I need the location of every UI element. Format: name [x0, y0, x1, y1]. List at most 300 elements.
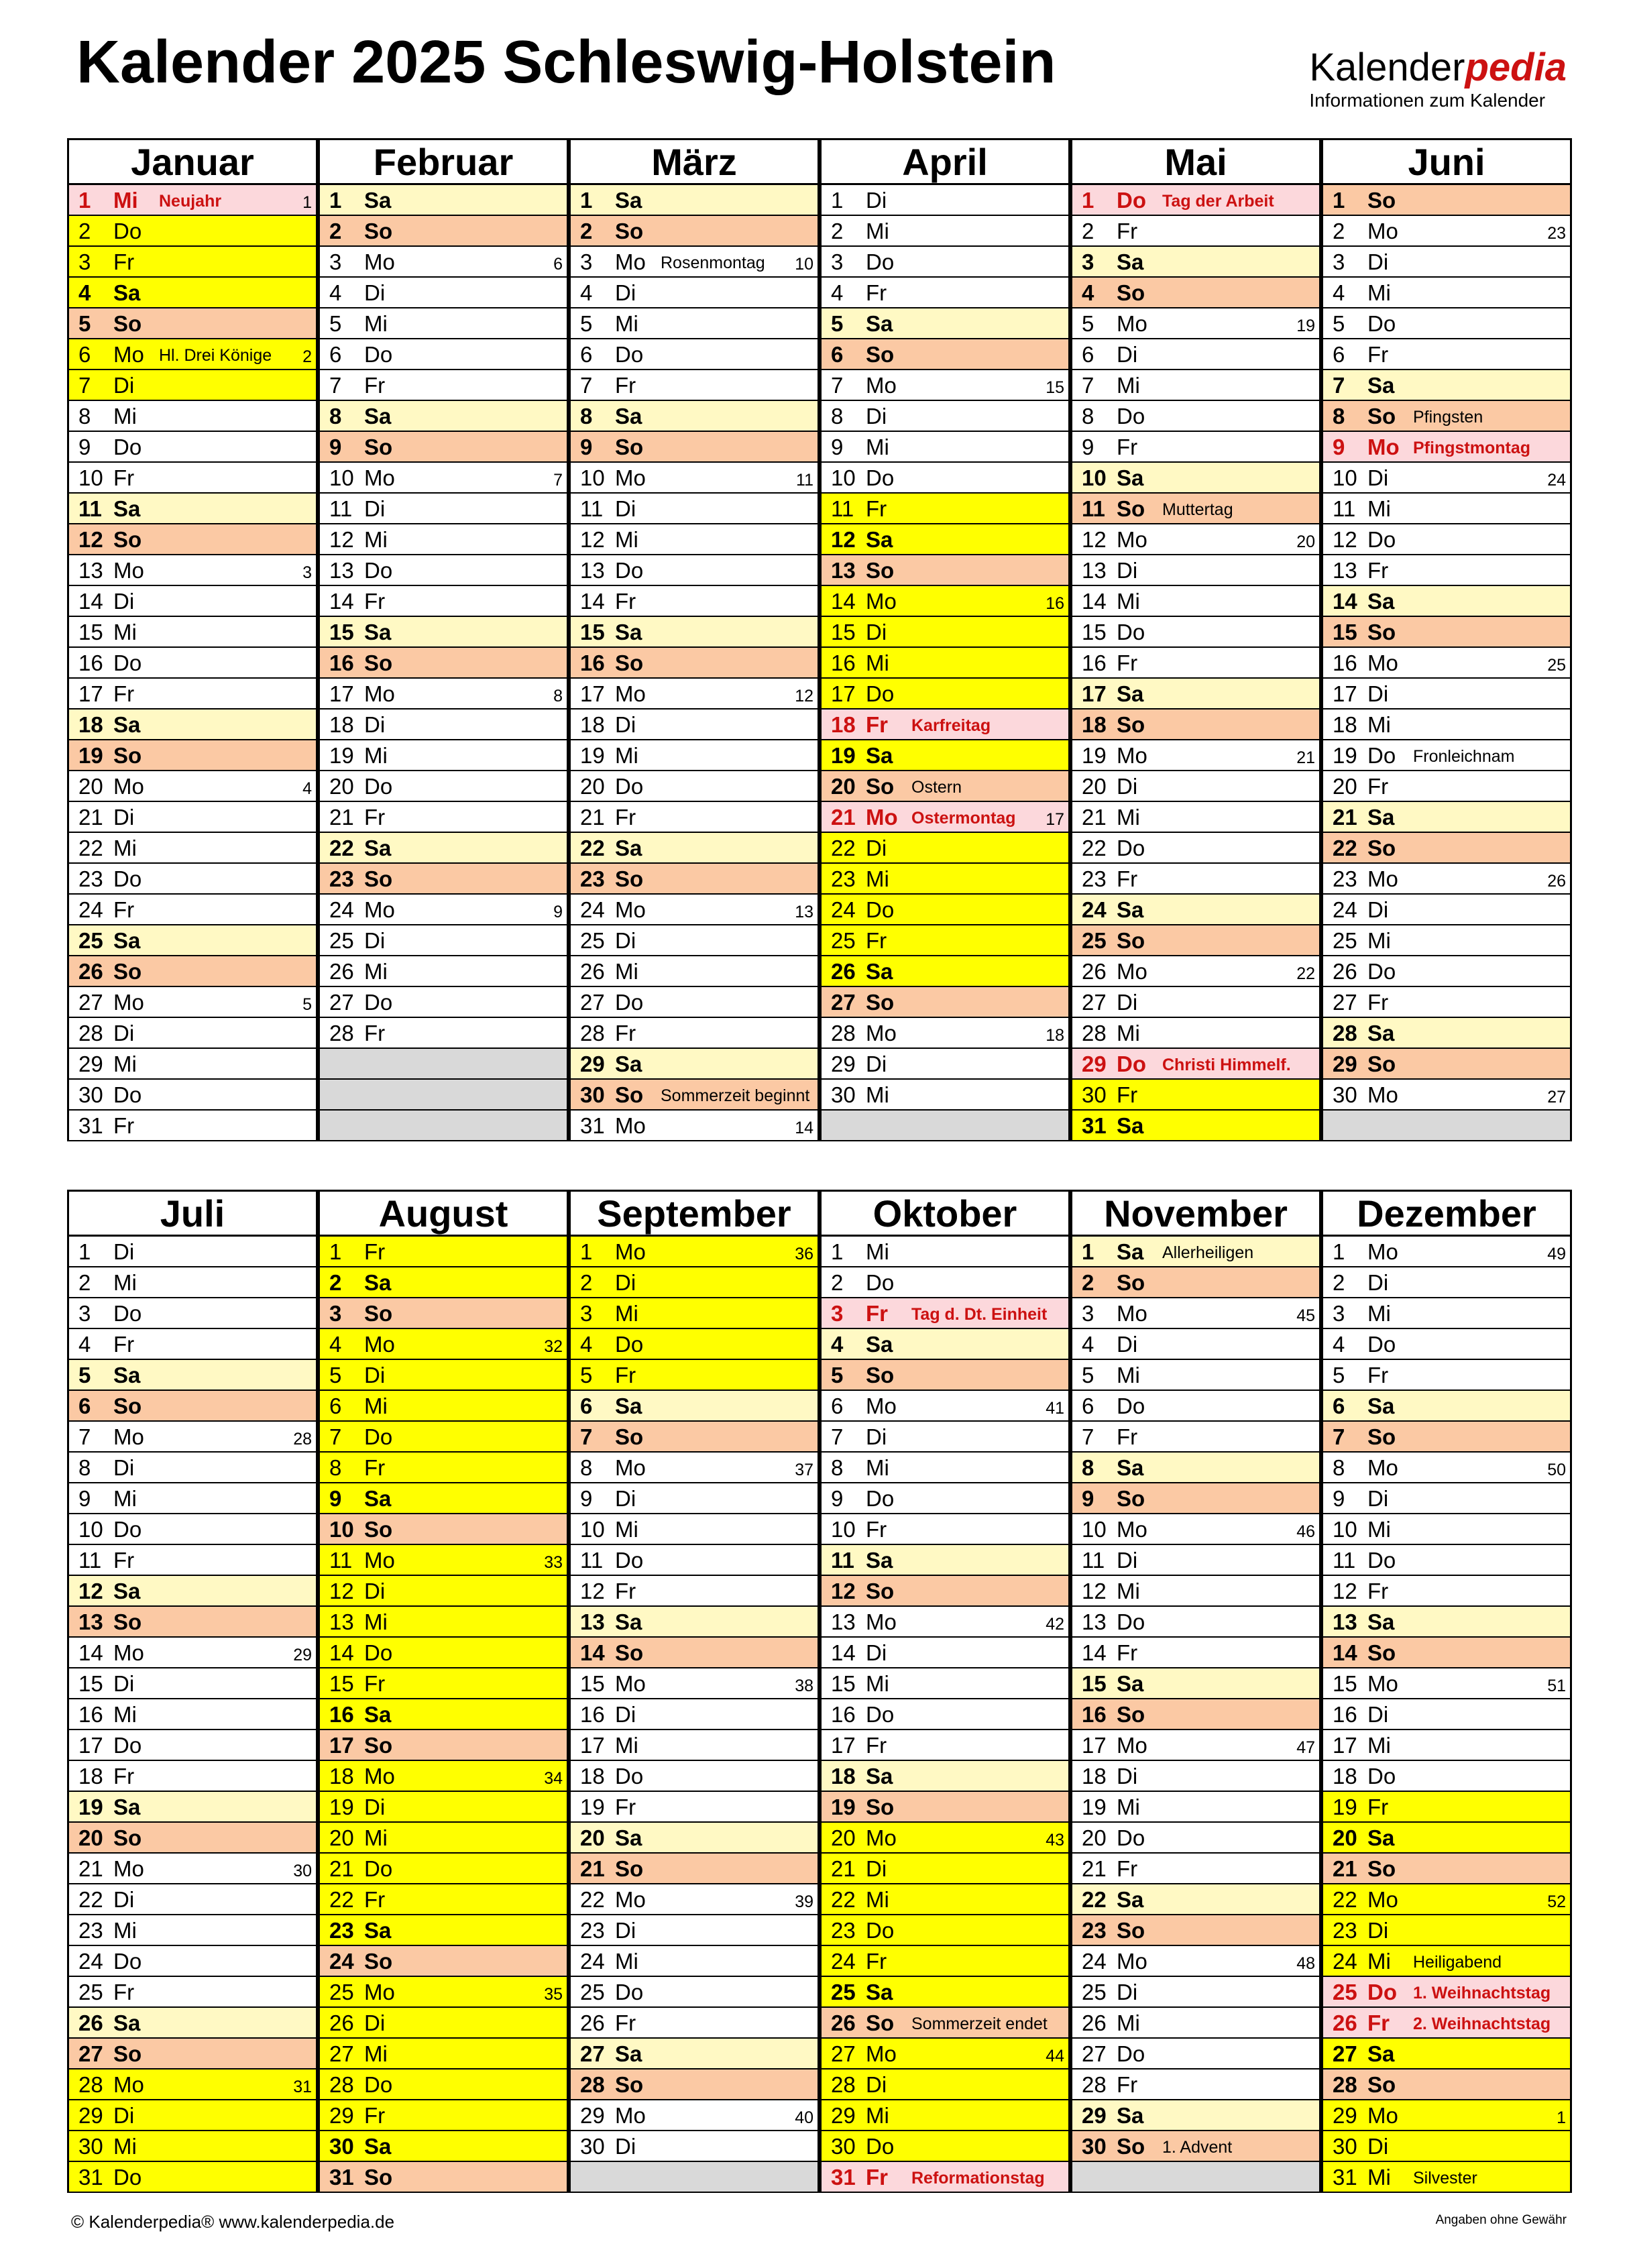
- day-number: 7: [1333, 373, 1345, 398]
- weekday: Fr: [866, 928, 887, 953]
- day-number: 12: [1333, 527, 1357, 552]
- day-number: 25: [580, 1980, 605, 2004]
- weekday: Mi: [866, 1671, 889, 1696]
- weekday: Mi: [1367, 712, 1391, 737]
- day-number: 16: [1333, 650, 1357, 675]
- day-number: 10: [1082, 1517, 1107, 1542]
- day-row: [1070, 586, 1321, 617]
- day-row: [1070, 833, 1321, 864]
- holiday-label: 1. Weihnachtstag: [1413, 1984, 1551, 2002]
- day-row: [318, 1699, 569, 1730]
- day-number: 10: [1333, 1517, 1357, 1542]
- weekday: Mo: [113, 1856, 144, 1881]
- day-number: 11: [831, 1548, 854, 1573]
- day-number: 29: [78, 1052, 103, 1076]
- weekday: Sa: [615, 1394, 642, 1418]
- day-row: [1070, 1329, 1321, 1360]
- weekday: Do: [866, 1702, 895, 1727]
- day-row: [1070, 2131, 1321, 2162]
- week-number: 31: [293, 2078, 312, 2096]
- day-number: 24: [1333, 897, 1357, 922]
- day-number: 5: [78, 311, 91, 336]
- day-number: 8: [1333, 404, 1345, 429]
- day-row: [1321, 1915, 1572, 1946]
- day-number: 1: [580, 1239, 593, 1264]
- day-number: 26: [78, 959, 103, 984]
- day-row: [1321, 1761, 1572, 1792]
- weekday: Mi: [1367, 928, 1391, 953]
- day-number: 2: [329, 219, 342, 243]
- weekday: Mi: [866, 1887, 889, 1912]
- weekday: Mo: [615, 897, 646, 922]
- week-number: 25: [1547, 656, 1566, 675]
- day-row: [820, 308, 1070, 339]
- day-row: [569, 278, 820, 308]
- day-number: 12: [78, 527, 103, 552]
- weekday: Sa: [1117, 897, 1144, 922]
- day-number: 23: [831, 866, 856, 891]
- day-number: 29: [831, 2103, 856, 2128]
- day-number: 22: [329, 1887, 354, 1912]
- weekday: Mo: [1367, 1082, 1398, 1107]
- day-number: 17: [78, 681, 103, 706]
- day-row: [67, 1792, 318, 1823]
- weekday: Mo: [364, 1548, 395, 1573]
- day-number: 7: [580, 1424, 593, 1449]
- day-row: [569, 1329, 820, 1360]
- day-row: [318, 1483, 569, 1514]
- weekday: Fr: [615, 1363, 636, 1387]
- day-number: 23: [329, 1918, 354, 1943]
- day-row: [569, 2069, 820, 2100]
- week-number: 35: [544, 1985, 563, 2004]
- day-row: [1070, 1422, 1321, 1453]
- day-number: 21: [580, 805, 605, 830]
- weekday: Fr: [1117, 866, 1138, 891]
- weekday: Do: [615, 1548, 644, 1573]
- day-row: [569, 1080, 820, 1111]
- day-number: 15: [1333, 620, 1357, 644]
- weekday: Di: [1117, 990, 1138, 1015]
- day-number: 9: [329, 435, 342, 459]
- day-number: 7: [78, 1424, 91, 1449]
- day-number: 21: [831, 805, 856, 830]
- day-number: 18: [831, 1764, 856, 1789]
- day-number: 25: [1333, 928, 1357, 953]
- day-row: [67, 1298, 318, 1329]
- day-number: 29: [1082, 1052, 1107, 1076]
- day-row: [1321, 1329, 1572, 1360]
- day-row: [318, 494, 569, 524]
- day-number: 31: [1082, 1113, 1107, 1138]
- day-number: 5: [580, 1363, 593, 1387]
- day-number: 5: [831, 311, 844, 336]
- weekday: Sa: [1367, 373, 1395, 398]
- day-row: [1070, 1514, 1321, 1545]
- month-header: Juli: [67, 1190, 318, 1237]
- day-row: [318, 617, 569, 648]
- weekday: Mo: [113, 342, 144, 367]
- weekday: Do: [1367, 1332, 1396, 1357]
- day-row: [569, 2008, 820, 2039]
- weekday: Di: [866, 1052, 887, 1076]
- day-number: 22: [1333, 836, 1357, 860]
- day-number: 21: [329, 1856, 354, 1881]
- day-number: 20: [1333, 774, 1357, 799]
- day-row: [318, 1545, 569, 1576]
- weekday: So: [1367, 620, 1396, 644]
- week-number: 41: [1046, 1399, 1064, 1418]
- day-row: [569, 1018, 820, 1049]
- weekday: Di: [364, 1579, 386, 1603]
- day-row: [67, 463, 318, 494]
- day-number: 14: [1082, 589, 1107, 614]
- day-row: [67, 1453, 318, 1483]
- weekday: Do: [615, 1332, 644, 1357]
- day-number: 9: [78, 435, 91, 459]
- weekday: Mi: [866, 650, 889, 675]
- weekday: Mi: [113, 836, 137, 860]
- day-row: [67, 2162, 318, 2193]
- day-row: [1070, 1668, 1321, 1699]
- day-number: 3: [78, 1301, 91, 1326]
- month-header: Juni: [1321, 138, 1572, 185]
- week-number: 32: [544, 1337, 563, 1356]
- day-row: [1321, 370, 1572, 401]
- day-row: [67, 1360, 318, 1391]
- day-number: 30: [329, 2134, 354, 2159]
- day-number: 10: [1082, 465, 1107, 490]
- day-row: [1070, 1915, 1321, 1946]
- weekday: Do: [364, 342, 393, 367]
- weekday: Sa: [1367, 805, 1395, 830]
- day-row: [569, 432, 820, 463]
- weekday: Mi: [615, 959, 638, 984]
- day-number: 11: [78, 496, 102, 521]
- day-number: 21: [1333, 1856, 1357, 1881]
- weekday: Sa: [1117, 465, 1144, 490]
- weekday: So: [615, 2072, 644, 2097]
- weekday: Di: [1367, 465, 1389, 490]
- day-row: [820, 278, 1070, 308]
- day-number: 13: [78, 1609, 103, 1634]
- week-number: 33: [544, 1553, 563, 1572]
- day-row: [318, 2131, 569, 2162]
- day-row: [820, 740, 1070, 771]
- week-number: 2: [302, 347, 312, 366]
- day-row: [820, 1514, 1070, 1545]
- day-row: [569, 1049, 820, 1080]
- day-row: [569, 2039, 820, 2069]
- day-number: 27: [580, 990, 605, 1015]
- day-number: 27: [831, 990, 856, 1015]
- day-row: [1321, 925, 1572, 956]
- weekday: Sa: [866, 527, 893, 552]
- day-number: 7: [329, 373, 342, 398]
- weekday: Mo: [615, 1239, 646, 1264]
- weekday: Di: [615, 280, 636, 305]
- empty-day-cell: [318, 1049, 569, 1080]
- day-row: [1321, 1638, 1572, 1668]
- weekday: Di: [1367, 1702, 1389, 1727]
- day-number: 20: [329, 1825, 354, 1850]
- day-number: 25: [1082, 928, 1107, 953]
- weekday: Sa: [615, 836, 642, 860]
- weekday: Mo: [615, 465, 646, 490]
- day-number: 16: [329, 1702, 354, 1727]
- day-number: 16: [1333, 1702, 1357, 1727]
- weekday: Mo: [364, 1332, 395, 1357]
- day-row: [1321, 1854, 1572, 1884]
- day-row: [569, 833, 820, 864]
- weekday: Sa: [1117, 1455, 1144, 1480]
- day-number: 6: [329, 1394, 342, 1418]
- day-row: [318, 463, 569, 494]
- day-row: [67, 278, 318, 308]
- weekday: Do: [615, 1980, 644, 2004]
- day-row: [1070, 1111, 1321, 1141]
- day-row: [67, 1638, 318, 1668]
- day-number: 4: [831, 1332, 844, 1357]
- weekday: Mo: [364, 897, 395, 922]
- weekday: Mo: [615, 1455, 646, 1480]
- day-row: [569, 1576, 820, 1607]
- day-row: [318, 1854, 569, 1884]
- day-row: [67, 1329, 318, 1360]
- day-number: 10: [1333, 465, 1357, 490]
- day-row: [1321, 2131, 1572, 2162]
- weekday: Sa: [866, 311, 893, 336]
- weekday: Sa: [113, 2010, 141, 2035]
- weekday: Do: [364, 1640, 393, 1665]
- day-row: [1321, 586, 1572, 617]
- weekday: Fr: [615, 1579, 636, 1603]
- weekday: So: [866, 2010, 895, 2035]
- day-number: 1: [831, 1239, 844, 1264]
- month-header: September: [569, 1190, 820, 1237]
- weekday: Fr: [113, 1113, 135, 1138]
- day-number: 28: [1333, 1021, 1357, 1045]
- day-number: 29: [580, 1052, 605, 1076]
- day-row: [67, 956, 318, 987]
- day-row: [1070, 1730, 1321, 1761]
- day-row: [318, 555, 569, 586]
- empty-day-cell: [1070, 2162, 1321, 2193]
- day-row: [820, 679, 1070, 710]
- day-number: 5: [831, 1363, 844, 1387]
- day-row: [1070, 710, 1321, 740]
- weekday: Do: [866, 1918, 895, 1943]
- day-row: [1321, 864, 1572, 895]
- day-number: 18: [329, 712, 354, 737]
- day-number: 4: [1082, 1332, 1094, 1357]
- day-number: 15: [831, 620, 856, 644]
- weekday: Di: [866, 404, 887, 429]
- footer-copyright: © Kalenderpedia® www.kalenderpedia.de: [71, 2212, 395, 2232]
- day-row: [820, 1422, 1070, 1453]
- weekday: Mi: [615, 743, 638, 768]
- day-number: 22: [1333, 1887, 1357, 1912]
- day-row: [569, 1607, 820, 1638]
- weekday: Mi: [615, 1733, 638, 1758]
- day-row: [820, 1267, 1070, 1298]
- week-number: 21: [1296, 748, 1315, 767]
- day-row: [1070, 401, 1321, 432]
- weekday: Mo: [866, 373, 897, 398]
- day-number: 2: [831, 1270, 844, 1295]
- weekday: Mi: [615, 1517, 638, 1542]
- weekday: Fr: [866, 1733, 887, 1758]
- day-number: 9: [580, 435, 593, 459]
- weekday: Di: [364, 712, 386, 737]
- day-row: [318, 185, 569, 216]
- holiday-label: Neujahr: [159, 192, 222, 211]
- weekday: Di: [1367, 1918, 1389, 1943]
- day-number: 11: [1333, 1548, 1356, 1573]
- day-number: 11: [329, 496, 353, 521]
- day-row: [569, 586, 820, 617]
- day-number: 26: [1333, 2010, 1357, 2035]
- weekday: Di: [113, 1239, 135, 1264]
- weekday: Fr: [866, 1301, 888, 1326]
- day-number: 1: [329, 188, 342, 213]
- day-number: 27: [1082, 2041, 1107, 2066]
- weekday: Mo: [1117, 1949, 1147, 1974]
- day-row: [569, 1854, 820, 1884]
- day-number: 20: [78, 1825, 103, 1850]
- day-number: 24: [580, 1949, 605, 1974]
- day-number: 17: [329, 1733, 354, 1758]
- day-row: [318, 1267, 569, 1298]
- weekday: Mo: [866, 2041, 897, 2066]
- day-row: [1321, 1792, 1572, 1823]
- day-number: 5: [329, 1363, 342, 1387]
- day-row: [820, 1699, 1070, 1730]
- weekday: Fr: [866, 1949, 887, 1974]
- day-row: [1321, 463, 1572, 494]
- weekday: Do: [113, 650, 142, 675]
- weekday: Sa: [364, 1486, 392, 1511]
- day-row: [1070, 1576, 1321, 1607]
- weekday: Mi: [1367, 496, 1391, 521]
- day-row: [1321, 617, 1572, 648]
- weekday: Mo: [364, 249, 395, 274]
- weekday: Di: [1367, 1486, 1389, 1511]
- day-number: 7: [580, 373, 593, 398]
- day-row: [1070, 1453, 1321, 1483]
- weekday: Mo: [1367, 1239, 1398, 1264]
- weekday: Sa: [615, 1609, 642, 1634]
- day-number: 18: [1333, 712, 1357, 737]
- week-number: 40: [795, 2108, 813, 2127]
- weekday: Fr: [1367, 990, 1389, 1015]
- day-row: [67, 864, 318, 895]
- holiday-label: Ostern: [911, 778, 962, 797]
- day-row: [318, 1607, 569, 1638]
- day-number: 8: [580, 404, 593, 429]
- weekday: So: [615, 1082, 644, 1107]
- day-number: 3: [78, 249, 91, 274]
- weekday: Mi: [866, 219, 889, 243]
- weekday: Di: [364, 280, 386, 305]
- day-number: 2: [329, 1270, 342, 1295]
- day-row: [820, 1761, 1070, 1792]
- day-number: 28: [78, 1021, 103, 1045]
- weekday: Di: [615, 1486, 636, 1511]
- weekday: Mi: [1367, 1949, 1391, 1974]
- weekday: Sa: [866, 743, 893, 768]
- day-row: [1321, 1977, 1572, 2008]
- day-row: [569, 1111, 820, 1141]
- day-row: [67, 740, 318, 771]
- day-number: 1: [329, 1239, 342, 1264]
- day-row: [820, 1453, 1070, 1483]
- day-number: 22: [1082, 1887, 1107, 1912]
- weekday: Di: [615, 2134, 636, 2159]
- day-number: 10: [78, 465, 103, 490]
- day-number: 24: [78, 1949, 103, 1974]
- day-number: 29: [1333, 2103, 1357, 2128]
- day-number: 12: [580, 527, 605, 552]
- day-row: [67, 925, 318, 956]
- day-number: 28: [831, 1021, 856, 1045]
- weekday: Fr: [1117, 1856, 1138, 1881]
- day-number: 5: [1082, 1363, 1094, 1387]
- day-number: 3: [1333, 249, 1345, 274]
- weekday: Fr: [364, 1455, 386, 1480]
- day-number: 30: [831, 2134, 856, 2159]
- day-row: [1321, 2162, 1572, 2193]
- day-number: 19: [1082, 1795, 1107, 1819]
- weekday: Di: [364, 496, 386, 521]
- day-number: 4: [78, 280, 91, 305]
- day-row: [569, 185, 820, 216]
- day-row: [67, 1018, 318, 1049]
- day-number: 21: [78, 805, 103, 830]
- day-row: [820, 555, 1070, 586]
- weekday: So: [113, 959, 142, 984]
- day-number: 8: [78, 404, 91, 429]
- holiday-label: Silvester: [1413, 2169, 1477, 2188]
- weekday: Mi: [1117, 1795, 1140, 1819]
- weekday: Fr: [113, 681, 135, 706]
- day-row: [1070, 771, 1321, 802]
- week-number: 30: [293, 1862, 312, 1880]
- day-row: [67, 1391, 318, 1422]
- weekday: So: [1117, 1918, 1145, 1943]
- day-row: [820, 401, 1070, 432]
- day-number: 24: [329, 897, 354, 922]
- weekday: Mi: [1117, 1363, 1140, 1387]
- day-row: [318, 2008, 569, 2039]
- weekday: Sa: [1117, 1239, 1144, 1264]
- day-number: 10: [831, 1517, 856, 1542]
- weekday: So: [1367, 1856, 1396, 1881]
- day-row: [1321, 401, 1572, 432]
- day-number: 30: [580, 1082, 605, 1107]
- weekday: Mi: [113, 620, 137, 644]
- day-number: 2: [1082, 1270, 1094, 1295]
- week-number: 20: [1296, 532, 1315, 551]
- day-row: [67, 1267, 318, 1298]
- day-number: 24: [1333, 1949, 1357, 1974]
- weekday: So: [1367, 404, 1396, 429]
- weekday: Di: [866, 1640, 887, 1665]
- day-row: [1070, 494, 1321, 524]
- weekday: Di: [113, 2103, 135, 2128]
- weekday: Mo: [1367, 1887, 1398, 1912]
- weekday: Di: [866, 836, 887, 860]
